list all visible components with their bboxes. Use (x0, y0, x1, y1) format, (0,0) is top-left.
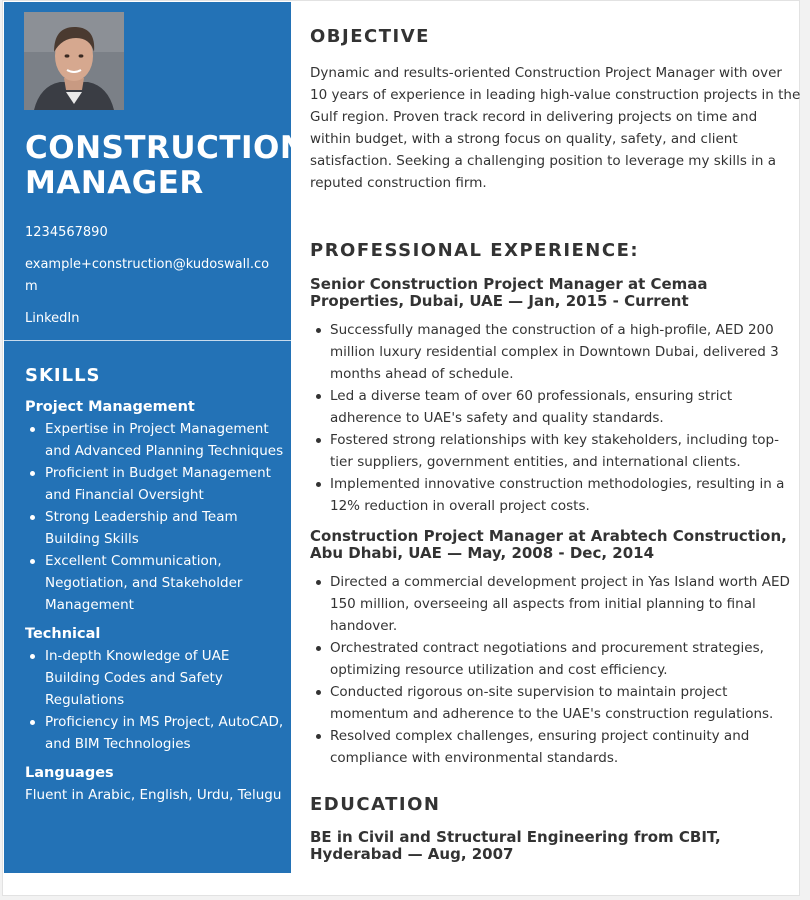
skill-item: Expertise in Project Management and Advanced Planning Techniques (25, 418, 287, 462)
experience-heading: PROFESSIONAL EXPERIENCE: (310, 240, 640, 261)
profile-photo (24, 12, 124, 110)
education-entry: BE in Civil and Structural Engineering from CBIT, Hyderabad — Aug, 2007 (310, 828, 721, 863)
job-bullet: Orchestrated contract negotiations and procurement strategies, optimizing resource utilization and cost efficiency. (310, 637, 790, 681)
job-title-heading: CONSTRUCTION MANAGER (25, 130, 307, 201)
job-bullet: Conducted rigorous on-site supervision to maintain project momentum and adherence to the UAE's construction regulations. (310, 681, 790, 725)
linkedin-link[interactable]: LinkedIn (25, 311, 80, 326)
job-bullet: Fostered strong relationships with key stakeholders, including top-tier suppliers, government entities, and international clients. (310, 429, 790, 473)
skill-item: Proficient in Budget Management and Financial Oversight (25, 462, 287, 506)
education-heading: EDUCATION (310, 794, 441, 815)
job-bullet: Directed a commercial development project in Yas Island worth AED 150 million, overseeing all aspects from initial planning to final handover. (310, 571, 790, 637)
skill-item: In-depth Knowledge of UAE Building Codes and Safety Regulations (25, 645, 287, 711)
phone-number: 1234567890 (25, 225, 108, 240)
skills-section (25, 364, 287, 806)
email-address[interactable]: example+construction@kudoswall.com (25, 257, 270, 294)
job-bullet: Resolved complex challenges, ensuring project continuity and compliance with environmental standards. (310, 725, 790, 769)
job-bullet: Implemented innovative construction methodologies, resulting in a 12% reduction in overall project costs. (310, 473, 790, 517)
job-entry-title: Construction Project Manager at Arabtech Construction, Abu Dhabi, UAE — May, 2008 - Dec, 2014 (310, 527, 787, 562)
skill-group-name: Project Management (25, 399, 195, 415)
sidebar (4, 2, 307, 873)
job-entry-title: Senior Construction Project Manager at Cemaa Properties, Dubai, UAE — Jan, 2015 - Current (310, 275, 708, 310)
skill-item: Proficiency in MS Project, AutoCAD, and BIM Technologies (25, 711, 287, 755)
sidebar-divider (4, 340, 291, 341)
resume-page (2, 0, 800, 896)
job-bullet: Led a diverse team of over 60 professionals, ensuring strict adherence to UAE's safety and quality standards. (310, 385, 790, 429)
skill-group-name: Technical (25, 626, 101, 642)
languages-text: Fluent in Arabic, English, Urdu, Telugu (25, 787, 282, 803)
skill-list (25, 418, 287, 616)
skill-item: Strong Leadership and Team Building Skills (25, 506, 287, 550)
job-bullets (310, 319, 790, 517)
objective-heading: OBJECTIVE (310, 26, 430, 47)
skill-item: Excellent Communication, Negotiation, and Stakeholder Management (25, 550, 287, 616)
job-bullets (310, 571, 790, 769)
job-bullet: Successfully managed the construction of a high-profile, AED 200 million luxury residential complex in Downtown Dubai, delivered 3 months ahead of schedule. (310, 319, 790, 385)
languages-heading: Languages (25, 765, 114, 781)
skills-heading: SKILLS (25, 365, 101, 386)
objective-text: Dynamic and results-oriented Construction Project Manager with over 10 years of experience in leading high-value construction projects in the Gulf region. Proven track record in delivering projects on time and within budget, with a strong focus on quality, safety, and client satisfaction. Seeking a challenging position to leverage my skills in a reputed construction firm. (310, 65, 801, 191)
skill-list (25, 645, 287, 755)
